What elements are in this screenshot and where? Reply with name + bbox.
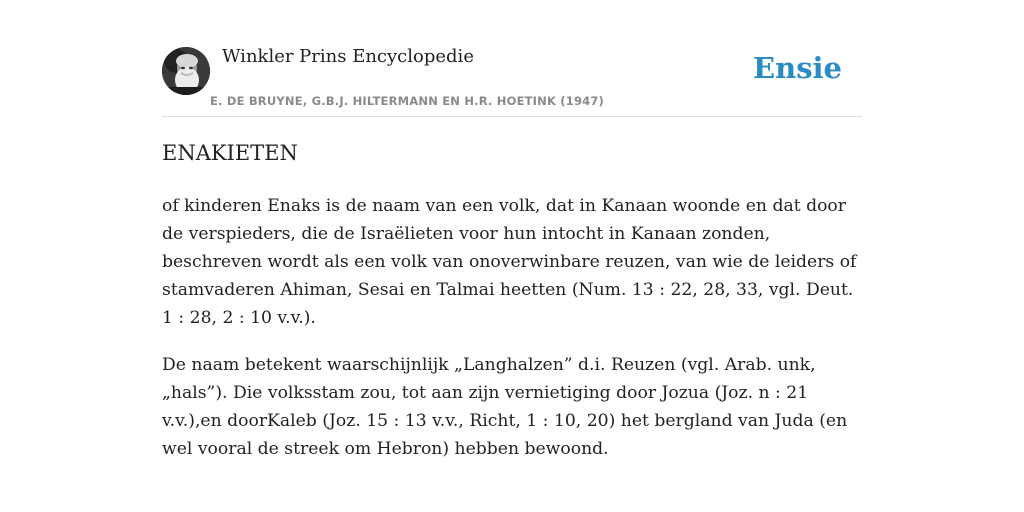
entry-body [162,192,862,482]
brand-logo[interactable]: Ensie [753,51,842,85]
article-page [162,0,862,459]
authors-line: E. DE BRUYNE, G.B.J. HILTERMANN EN H.R. HOETINK (1947) [210,94,605,108]
bearded-man-portrait-icon [162,47,210,95]
page-header [162,0,862,117]
entry-title: ENAKIETEN [162,141,298,165]
avatar[interactable] [162,47,210,95]
entry-paragraph: of kinderen Enaks is de naam van een volk, dat in Kanaan woonde en dat door de verspieders, die de Israëlieten voor hun intocht in Kanaan zonden, beschreven wordt als een volk van onoverwinbare reuzen, van wie de leiders of stamvaderen Ahiman, Sesai en Talmai heetten (Num. 13 : 22, 28, 33, vgl. Deut. 1 : 28, 2 : 10 v.v.). [162,196,857,328]
entry-paragraph: De naam betekent waarschijnlijk „Langhalzen” d.i. Reuzen (vgl. Arab. unk, „hals”). Die volksstam zou, tot aan zijn vernietiging door Jozua (Joz. n : 21 v.v.),en doorKaleb (Joz. 15 : 13 v.v., Richt, 1 : 10, 20) het bergland van Juda (en wel vooral de streek om Hebron) hebben bewoond. [162,355,848,459]
site-title[interactable]: Winkler Prins Encyclopedie [222,46,474,67]
